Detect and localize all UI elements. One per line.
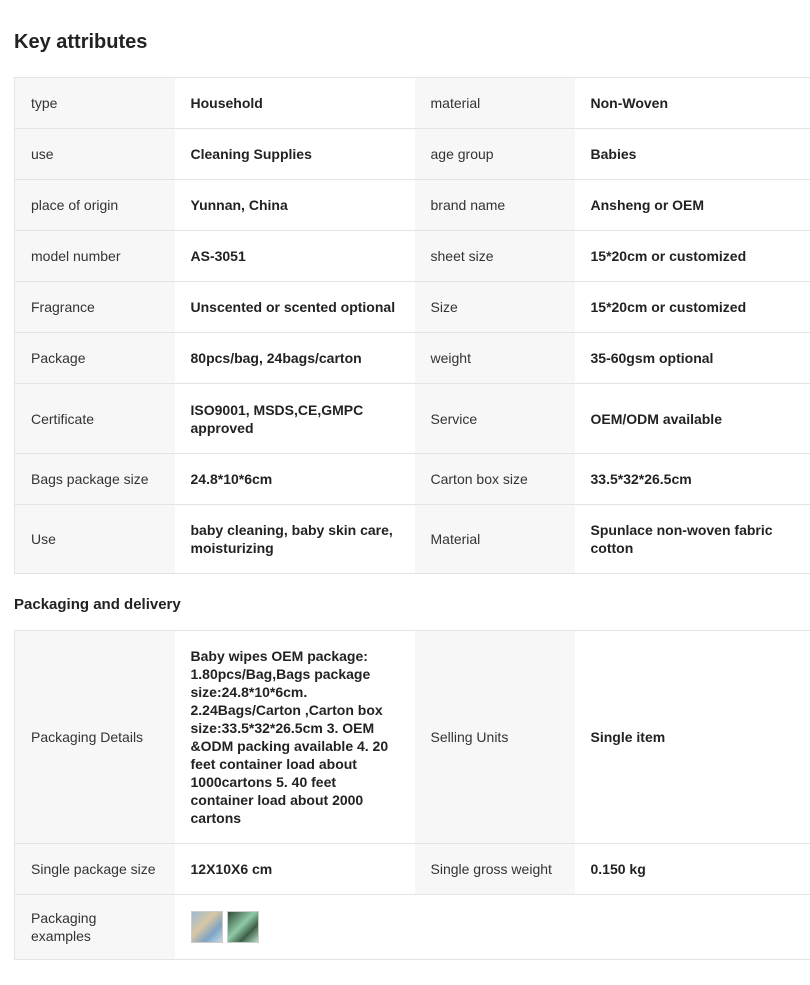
attribute-value: 15*20cm or customized [575, 282, 810, 333]
attribute-value: Babies [575, 129, 810, 180]
packaging-delivery-heading: Packaging and delivery [14, 596, 181, 613]
attribute-value: AS-3051 [175, 231, 415, 282]
attribute-label: Carton box size [415, 454, 575, 505]
table-row [15, 129, 810, 180]
attribute-value: 24.8*10*6cm [175, 454, 415, 505]
table-row [15, 180, 810, 231]
single-package-size-value: 12X10X6 cm [175, 844, 415, 895]
selling-units-label: Selling Units [415, 631, 575, 844]
packaging-examples-cell [175, 895, 810, 960]
single-package-size-label: Single package size [15, 844, 175, 895]
attribute-value: Non-Woven [575, 78, 810, 129]
attribute-value: Unscented or scented optional [175, 282, 415, 333]
table-row [15, 844, 810, 895]
attribute-label: Material [415, 505, 575, 574]
attribute-value: baby cleaning, baby skin care, moisturizing [175, 505, 415, 574]
packaging-thumbnails [191, 911, 810, 943]
packaging-details-value: Baby wipes OEM package: 1.80pcs/Bag,Bags package size:24.8*10*6cm. 2.24Bags/Carton ,Carton box size:33.5*32*26.5cm 3. OEM &ODM packing available 4. 20 feet container load about 1000cartons 5. 40 feet container load about 2000 cartons [175, 631, 415, 844]
attribute-value: Ansheng or OEM [575, 180, 810, 231]
single-gross-weight-label: Single gross weight [415, 844, 575, 895]
attribute-value: 33.5*32*26.5cm [575, 454, 810, 505]
attribute-label: Bags package size [15, 454, 175, 505]
attribute-label: Fragrance [15, 282, 175, 333]
attribute-value: ISO9001, MSDS,CE,GMPC approved [175, 384, 415, 454]
attribute-label: place of origin [15, 180, 175, 231]
attribute-value: 35-60gsm optional [575, 333, 810, 384]
key-attributes-table [14, 77, 810, 574]
attribute-label: type [15, 78, 175, 129]
attribute-label: material [415, 78, 575, 129]
single-gross-weight-value: 0.150 kg [575, 844, 810, 895]
table-row [15, 333, 810, 384]
attribute-value: Household [175, 78, 415, 129]
packaging-details-label: Packaging Details [15, 631, 175, 844]
attribute-value: Cleaning Supplies [175, 129, 415, 180]
attribute-label: Size [415, 282, 575, 333]
packaging-example-image[interactable] [191, 911, 223, 943]
table-row [15, 231, 810, 282]
packaging-example-image[interactable] [227, 911, 259, 943]
attribute-label: sheet size [415, 231, 575, 282]
attribute-label: Certificate [15, 384, 175, 454]
table-row [15, 631, 810, 844]
key-attributes-heading: Key attributes [14, 31, 148, 53]
attribute-label: Package [15, 333, 175, 384]
selling-units-value: Single item [575, 631, 810, 844]
attribute-label: age group [415, 129, 575, 180]
attribute-value: Yunnan, China [175, 180, 415, 231]
attribute-label: Service [415, 384, 575, 454]
attribute-label: brand name [415, 180, 575, 231]
attribute-value: Spunlace non-woven fabric cotton [575, 505, 810, 574]
attribute-value: 80pcs/bag, 24bags/carton [175, 333, 415, 384]
table-row [15, 505, 810, 574]
table-row [15, 78, 810, 129]
packaging-examples-label: Packaging examples [15, 895, 175, 960]
attribute-label: use [15, 129, 175, 180]
table-row [15, 454, 810, 505]
attribute-value: 15*20cm or customized [575, 231, 810, 282]
attribute-label: weight [415, 333, 575, 384]
attribute-value: OEM/ODM available [575, 384, 810, 454]
table-row [15, 895, 810, 960]
table-row [15, 282, 810, 333]
table-row [15, 384, 810, 454]
attribute-label: Use [15, 505, 175, 574]
packaging-table [14, 630, 810, 960]
attribute-label: model number [15, 231, 175, 282]
